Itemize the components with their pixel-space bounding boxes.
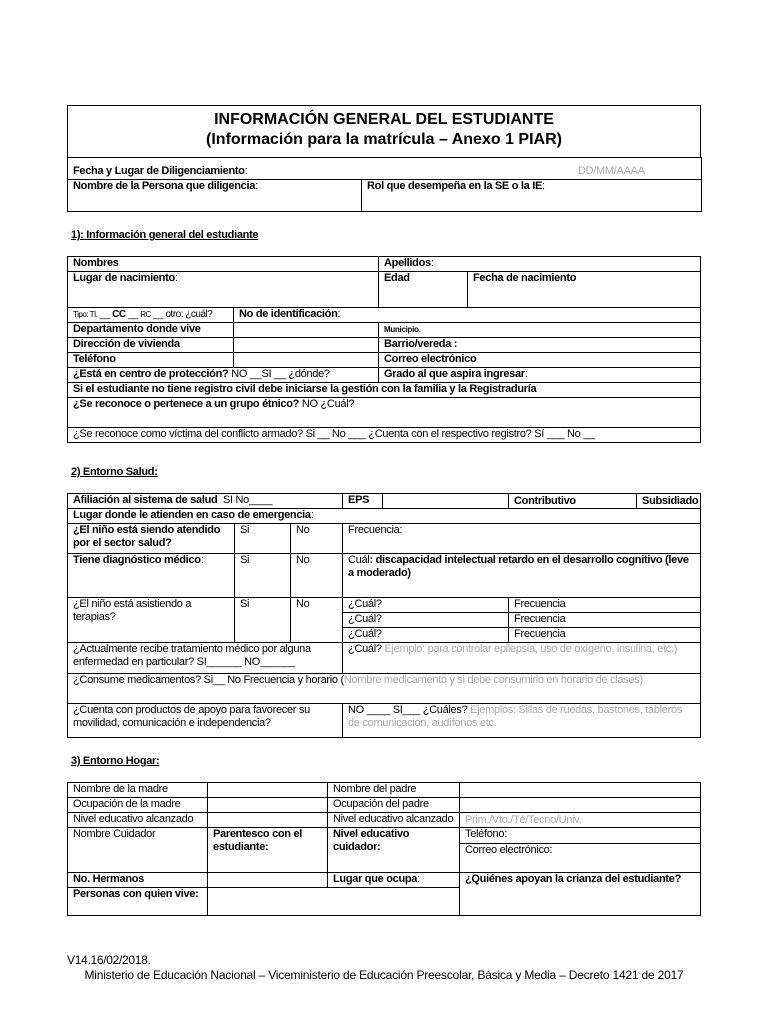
nivel-cuidador-label[interactable]: Nivel educativo cuidador: [328, 828, 460, 873]
ocupacion-madre-input[interactable] [208, 798, 328, 813]
parentesco-label[interactable]: Parentesco con el estudiante: [208, 828, 328, 873]
apoyo-options: NO ____ SI___ ¿Cuáles? [348, 704, 468, 716]
fecha-lugar-colon: : [244, 165, 248, 177]
proteccion-question: ¿Está en centro de protección? [73, 368, 229, 380]
salud-table [67, 493, 701, 738]
apellidos-colon: : [430, 257, 434, 269]
nivel-madre-label: Nivel educativo alcanzado [68, 813, 208, 828]
hermanos-label: No. Hermanos [68, 873, 208, 888]
tipo-rc: RC [140, 310, 151, 319]
nombres-field[interactable]: Nombres [68, 257, 379, 272]
telefono-cuidador[interactable]: Teléfono: [460, 828, 701, 844]
grado-field[interactable] [379, 368, 701, 383]
terapia-cual-3[interactable]: ¿Cuál? [343, 628, 509, 643]
lugar-ocupa-label: Lugar que ocupa [333, 873, 418, 885]
terapias-si[interactable]: Si [235, 598, 291, 643]
apoyo-example: Ejemplos: Sillas de ruedas, bastones, tableros de comunicación, audífonos etc. [348, 704, 682, 729]
emergencia-label: Lugar donde le atienden en caso de emergencia [73, 509, 311, 521]
rol-label: Rol que desempeña en la SE o la IE [367, 180, 543, 192]
nivel-padre-hint[interactable]: Prim./Vto./Té/Tecno/Univ. [460, 813, 701, 828]
municipio-field[interactable] [379, 323, 701, 338]
cuidador-label: Nombre Cuidador [68, 828, 208, 873]
nombre-diligencia-label: Nombre de la Persona que diligencia [73, 180, 256, 192]
barrio-field[interactable]: Barrio/vereda : [379, 338, 701, 353]
lugar-nacimiento-label: Lugar de nacimiento [73, 272, 175, 284]
tipo-rc-blank: __ [153, 309, 164, 320]
medicamentos-field[interactable] [68, 674, 701, 704]
emergencia-field[interactable] [68, 509, 701, 524]
identificacion-label: No de identificación [239, 308, 338, 320]
departamento-input[interactable] [234, 323, 379, 338]
etnico-options: NO ¿Cuál? [301, 398, 355, 410]
ocupacion-padre-label: Ocupación del padre [328, 798, 460, 813]
proteccion-field[interactable] [68, 368, 379, 383]
afiliacion-options: SI No____ [222, 494, 273, 506]
tratamiento-cual[interactable] [343, 643, 701, 674]
grado-colon: : [524, 368, 528, 380]
medicamentos-example: Nombre medicamento y si debe consumirlo en horario de clases) [343, 674, 643, 686]
apellidos-field[interactable] [379, 257, 701, 272]
identificacion-field[interactable] [234, 308, 701, 323]
direccion-label: Dirección de vivienda [68, 338, 234, 353]
correo-cuidador[interactable]: Correo electrónico: [460, 844, 701, 873]
fecha-lugar-label: Fecha y Lugar de Diligenciamiento [73, 165, 245, 177]
apoyo-question: ¿Cuenta con productos de apoyo para favorecer su movilidad, comunicación e independencia? [68, 704, 343, 738]
correo-field[interactable]: Correo electrónico [379, 353, 701, 368]
emergencia-colon: : [310, 509, 314, 521]
diligencia-table [67, 157, 702, 212]
tipo-documento-field[interactable] [68, 308, 234, 323]
telefono-label: Teléfono [68, 353, 234, 368]
section-1-heading: 1): Información general del estudiante [71, 229, 259, 241]
ocupacion-madre-label: Ocupación de la madre [68, 798, 208, 813]
ministerio-footer: Ministerio de Educación Nacional – Viceministerio de Educación Preescolar, Básica y Media – Decreto 1421 de 2017 [84, 968, 684, 982]
tipo-label: Tipo: TI. [73, 310, 98, 319]
hermanos-input[interactable] [208, 873, 328, 888]
rol-colon: : [542, 180, 545, 192]
version-note: V14.16/02/2018. [67, 953, 151, 967]
document-title: INFORMACIÓN GENERAL DEL ESTUDIANTE [214, 111, 554, 128]
tipo-ti-blank: __ [99, 309, 110, 320]
tratamiento-example: Ejemplo: para controlar epilepsia, uso de oxígeno, insulina, etc.) [384, 643, 678, 655]
victima-field[interactable]: ¿Se reconoce como víctima del conflicto armado? Si __ No ___ ¿Cuenta con el respectivo registro? Sí ___ No __ [68, 428, 701, 443]
afiliacion-field[interactable] [68, 494, 343, 509]
eps-label: EPS [343, 494, 383, 509]
grado-label: Grado al que aspira ingresar [384, 368, 525, 380]
section-3-heading: 3) Entorno Hogar: [71, 755, 160, 767]
tratamiento-cual-label: ¿Cuál? [348, 643, 382, 655]
registro-civil-note: Si el estudiante no tiene registro civil debe iniciarse la gestión con la familia y la Registraduría [68, 383, 701, 398]
nombre-diligencia-colon: : [255, 180, 258, 192]
identificacion-colon: : [337, 308, 341, 320]
atendido-frecuencia[interactable]: Frecuencia: [343, 524, 701, 554]
tipo-cc-blank: __ [127, 309, 138, 320]
tipo-otro: otro: ¿cuál? [165, 309, 213, 320]
terapias-no[interactable]: No [291, 598, 343, 643]
padre-label: Nombre del padre [328, 783, 460, 798]
diagnostico-cual[interactable] [343, 554, 701, 598]
rol-field[interactable] [362, 180, 702, 212]
terapias-question: ¿El niño está asistiendo a terapias? [68, 598, 235, 643]
hogar-table [67, 782, 701, 916]
departamento-label: Departamento donde vive [68, 323, 234, 338]
tratamiento-question[interactable]: ¿Actualmente recibe tratamiento médico por alguna enfermedad en particular? SI______ NO______ [68, 643, 343, 674]
diagnostico-field [68, 554, 235, 598]
etnico-field[interactable] [68, 398, 701, 428]
vive-con-label: Personas con quien vive: [68, 888, 208, 916]
eps-input[interactable] [383, 494, 509, 509]
fecha-lugar-field[interactable] [68, 158, 702, 180]
terapia-frecuencia-2[interactable]: Frecuencia [509, 613, 701, 628]
proteccion-options: NO __SI __ ¿dónde? [231, 368, 330, 380]
afiliacion-label: Afiliación al sistema de salud [73, 494, 218, 506]
apellidos-label: Apellidos [384, 257, 431, 269]
lugar-ocupa-field[interactable] [328, 873, 460, 888]
nivel-madre-input[interactable] [208, 813, 328, 828]
padre-input[interactable] [460, 783, 701, 798]
diagnostico-colon: : [200, 554, 204, 566]
vive-con-input[interactable] [208, 888, 460, 916]
fecha-placeholder: DD/MM/AAAA [578, 165, 645, 177]
medicamentos-question: ¿Consume medicamentos? Si__ No Frecuencia y horario ( [73, 674, 344, 686]
madre-label: Nombre de la madre [68, 783, 208, 798]
diagnostico-si[interactable]: Si [235, 554, 291, 598]
apoyo-field[interactable] [343, 704, 701, 738]
atendido-si[interactable]: Si [235, 524, 291, 554]
nombre-diligencia-field[interactable] [68, 180, 362, 212]
atendido-no[interactable]: No [291, 524, 343, 554]
diagnostico-cual-prefix: Cuál [348, 554, 370, 566]
section-2-heading: 2) Entorno Salud: [71, 466, 158, 478]
terapia-cual-2[interactable]: ¿Cuál? [343, 613, 509, 628]
lugar-nacimiento-field[interactable] [68, 272, 379, 308]
diagnostico-label: Tiene diagnóstico médico [73, 554, 201, 566]
lugar-ocupa-colon: : [417, 873, 420, 885]
etnico-question: ¿Se reconoce o pertenece a un grupo étnico? [73, 398, 300, 410]
document-subtitle: (Información para la matrícula – Anexo 1 PIAR) [206, 131, 562, 148]
subsidiado-option[interactable]: Subsidiado [637, 494, 701, 509]
lugar-nacimiento-colon: : [174, 272, 178, 284]
telefono-input[interactable] [234, 353, 379, 368]
diagnostico-no[interactable]: No [291, 554, 343, 598]
tipo-cc: CC [112, 309, 126, 320]
contributivo-option[interactable]: Contributivo [509, 494, 637, 509]
fecha-nacimiento-field[interactable]: Fecha de nacimiento [468, 272, 701, 308]
municipio-label: Municipio [384, 325, 419, 334]
student-info-table [67, 256, 701, 443]
diagnostico-cual-value: : discapacidad intelectual retardo en el desarrollo cognitivo (leve a moderado) [348, 554, 689, 579]
atendido-question: ¿El niño está siendo atendido por el sector salud? [68, 524, 235, 554]
nivel-padre-label: Nivel educativo alcanzado [328, 813, 460, 828]
title-box [67, 105, 701, 158]
direccion-input[interactable] [234, 338, 379, 353]
terapia-frecuencia-3[interactable]: Frecuencia [509, 628, 701, 643]
edad-field[interactable]: Edad [379, 272, 468, 308]
terapia-cual-1[interactable]: ¿Cuál? [343, 598, 509, 613]
madre-input[interactable] [208, 783, 328, 798]
terapia-frecuencia-1[interactable]: Frecuencia [509, 598, 701, 613]
municipio-dot: . [418, 325, 421, 334]
quienes-apoyan-field[interactable]: ¿Quiénes apoyan la crianza del estudiante? [460, 873, 701, 916]
ocupacion-padre-input[interactable] [460, 798, 701, 813]
